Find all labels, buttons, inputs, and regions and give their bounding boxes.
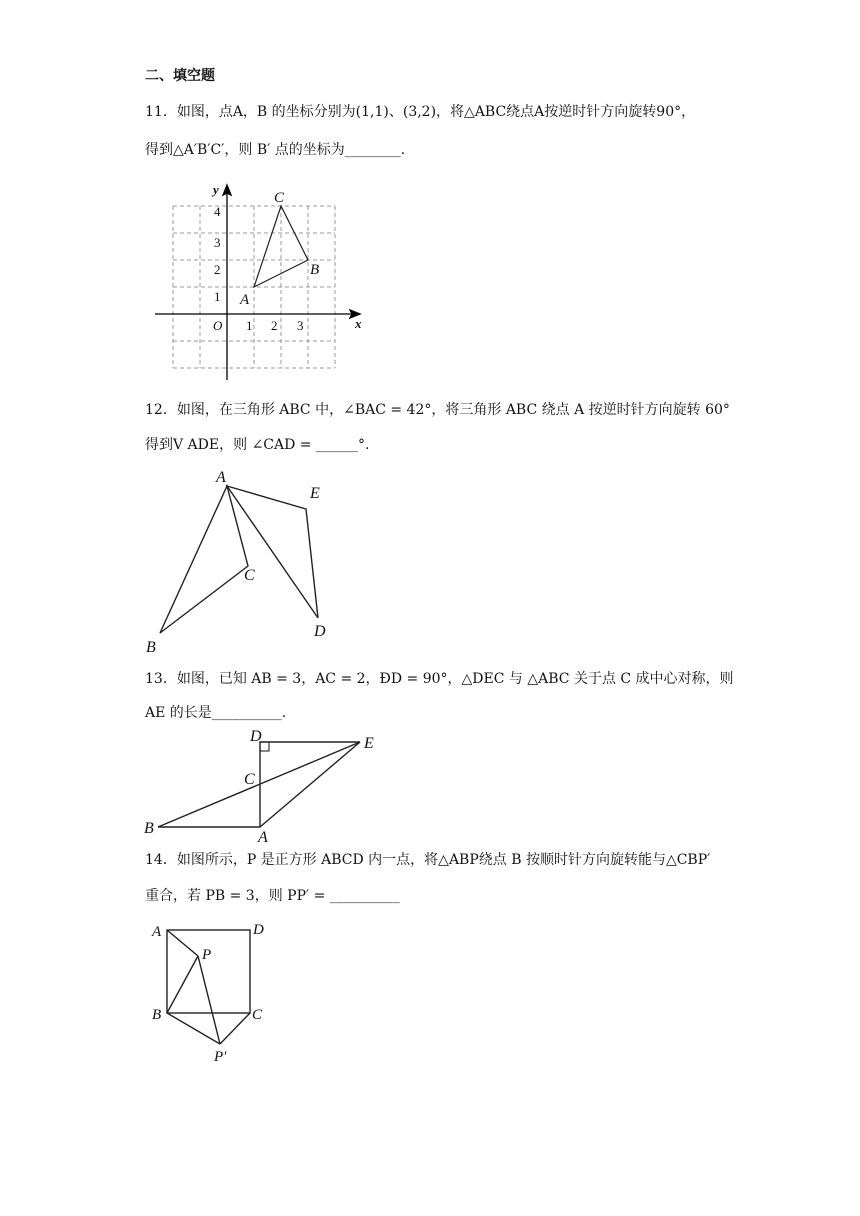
q13-segment-be	[158, 742, 360, 827]
q13-label-d: D	[250, 728, 262, 745]
q12-label-b: B	[146, 639, 156, 656]
q13-text-line2: AE 的长是__________.	[145, 705, 287, 721]
q12-triangle-abc	[160, 486, 248, 633]
q12-label-c: C	[244, 567, 255, 584]
q12-rotation-figure	[140, 462, 340, 662]
q14-segment-cp2	[220, 1013, 250, 1044]
q13-segment-ae	[260, 742, 360, 827]
q12-label-e: E	[310, 485, 320, 502]
q14-segment-bp2	[167, 1013, 220, 1044]
q13-label-e: E	[364, 735, 374, 752]
q11-triangle-abc	[254, 206, 308, 287]
q12-triangle-ade	[227, 486, 318, 618]
q14-segment-pp2	[198, 956, 220, 1044]
q11-y-arrow	[223, 185, 231, 195]
q11-x-label: x	[355, 316, 362, 331]
q14-label-p-prime: P′	[214, 1049, 227, 1065]
q11-text-line2: 得到△A′B′C′，则 B′ 点的坐标为________.	[145, 142, 406, 158]
q14-label-b: B	[152, 1007, 162, 1023]
q13-label-a: A	[258, 829, 268, 843]
q11-y-tick-1: 1	[214, 289, 221, 304]
q11-label-a: A	[240, 292, 250, 308]
q11-text-line1: 11．如图，点A，B 的坐标分别为(1,1)、(3,2)，将△ABC绕点A按逆时针方向旋转90°，	[145, 104, 696, 120]
q11-x-tick-3: 3	[297, 318, 304, 333]
q11-x-tick-2: 2	[271, 318, 278, 333]
q11-label-b: B	[310, 262, 320, 278]
q12-label-a: A	[216, 469, 226, 486]
q11-y-label: y	[213, 182, 219, 197]
q14-label-d: D	[253, 922, 264, 938]
q14-square-figure	[140, 915, 280, 1065]
q13-symmetry-figure	[140, 728, 390, 843]
q11-y-tick-2: 2	[214, 262, 221, 277]
q11-y-tick-3: 3	[214, 235, 221, 250]
q11-coordinate-figure	[150, 182, 365, 382]
q13-label-c: C	[244, 771, 255, 788]
q12-text-line1: 12．如图，在三角形 ABC 中，∠BAC = 42°，将三角形 ABC 绕点 A 按逆时针方向旋转 60°	[145, 402, 730, 418]
q12-label-d: D	[314, 623, 326, 640]
q14-text-line1: 14．如图所示，P 是正方形 ABCD 内一点，将△ABP绕点 B 按顺时针方向旋转能与△CBP′	[145, 852, 711, 868]
q14-label-a: A	[152, 924, 162, 940]
q14-text-line2: 重合，若 PB = 3，则 PP′ = __________	[145, 888, 400, 904]
q14-label-c: C	[252, 1007, 263, 1023]
q13-text-line1: 13．如图，已知 AB = 3，AC = 2，ÐD = 90°，△DEC 与 △ABC 关于点 C 成中心对称，则	[145, 671, 734, 687]
q12-text-line2: 得到V ADE，则 ∠CAD = ______°.	[145, 437, 370, 453]
q11-x-tick-1: 1	[246, 318, 253, 333]
q14-label-p: P	[202, 947, 212, 963]
q14-segment-ap	[167, 930, 198, 956]
q11-origin-label: O	[213, 318, 223, 333]
q13-label-b: B	[144, 820, 154, 837]
q14-segment-pb	[167, 956, 198, 1013]
q11-label-c: C	[274, 190, 285, 206]
q11-y-tick-4: 4	[214, 204, 221, 219]
section-title: 二、填空题	[145, 68, 215, 84]
